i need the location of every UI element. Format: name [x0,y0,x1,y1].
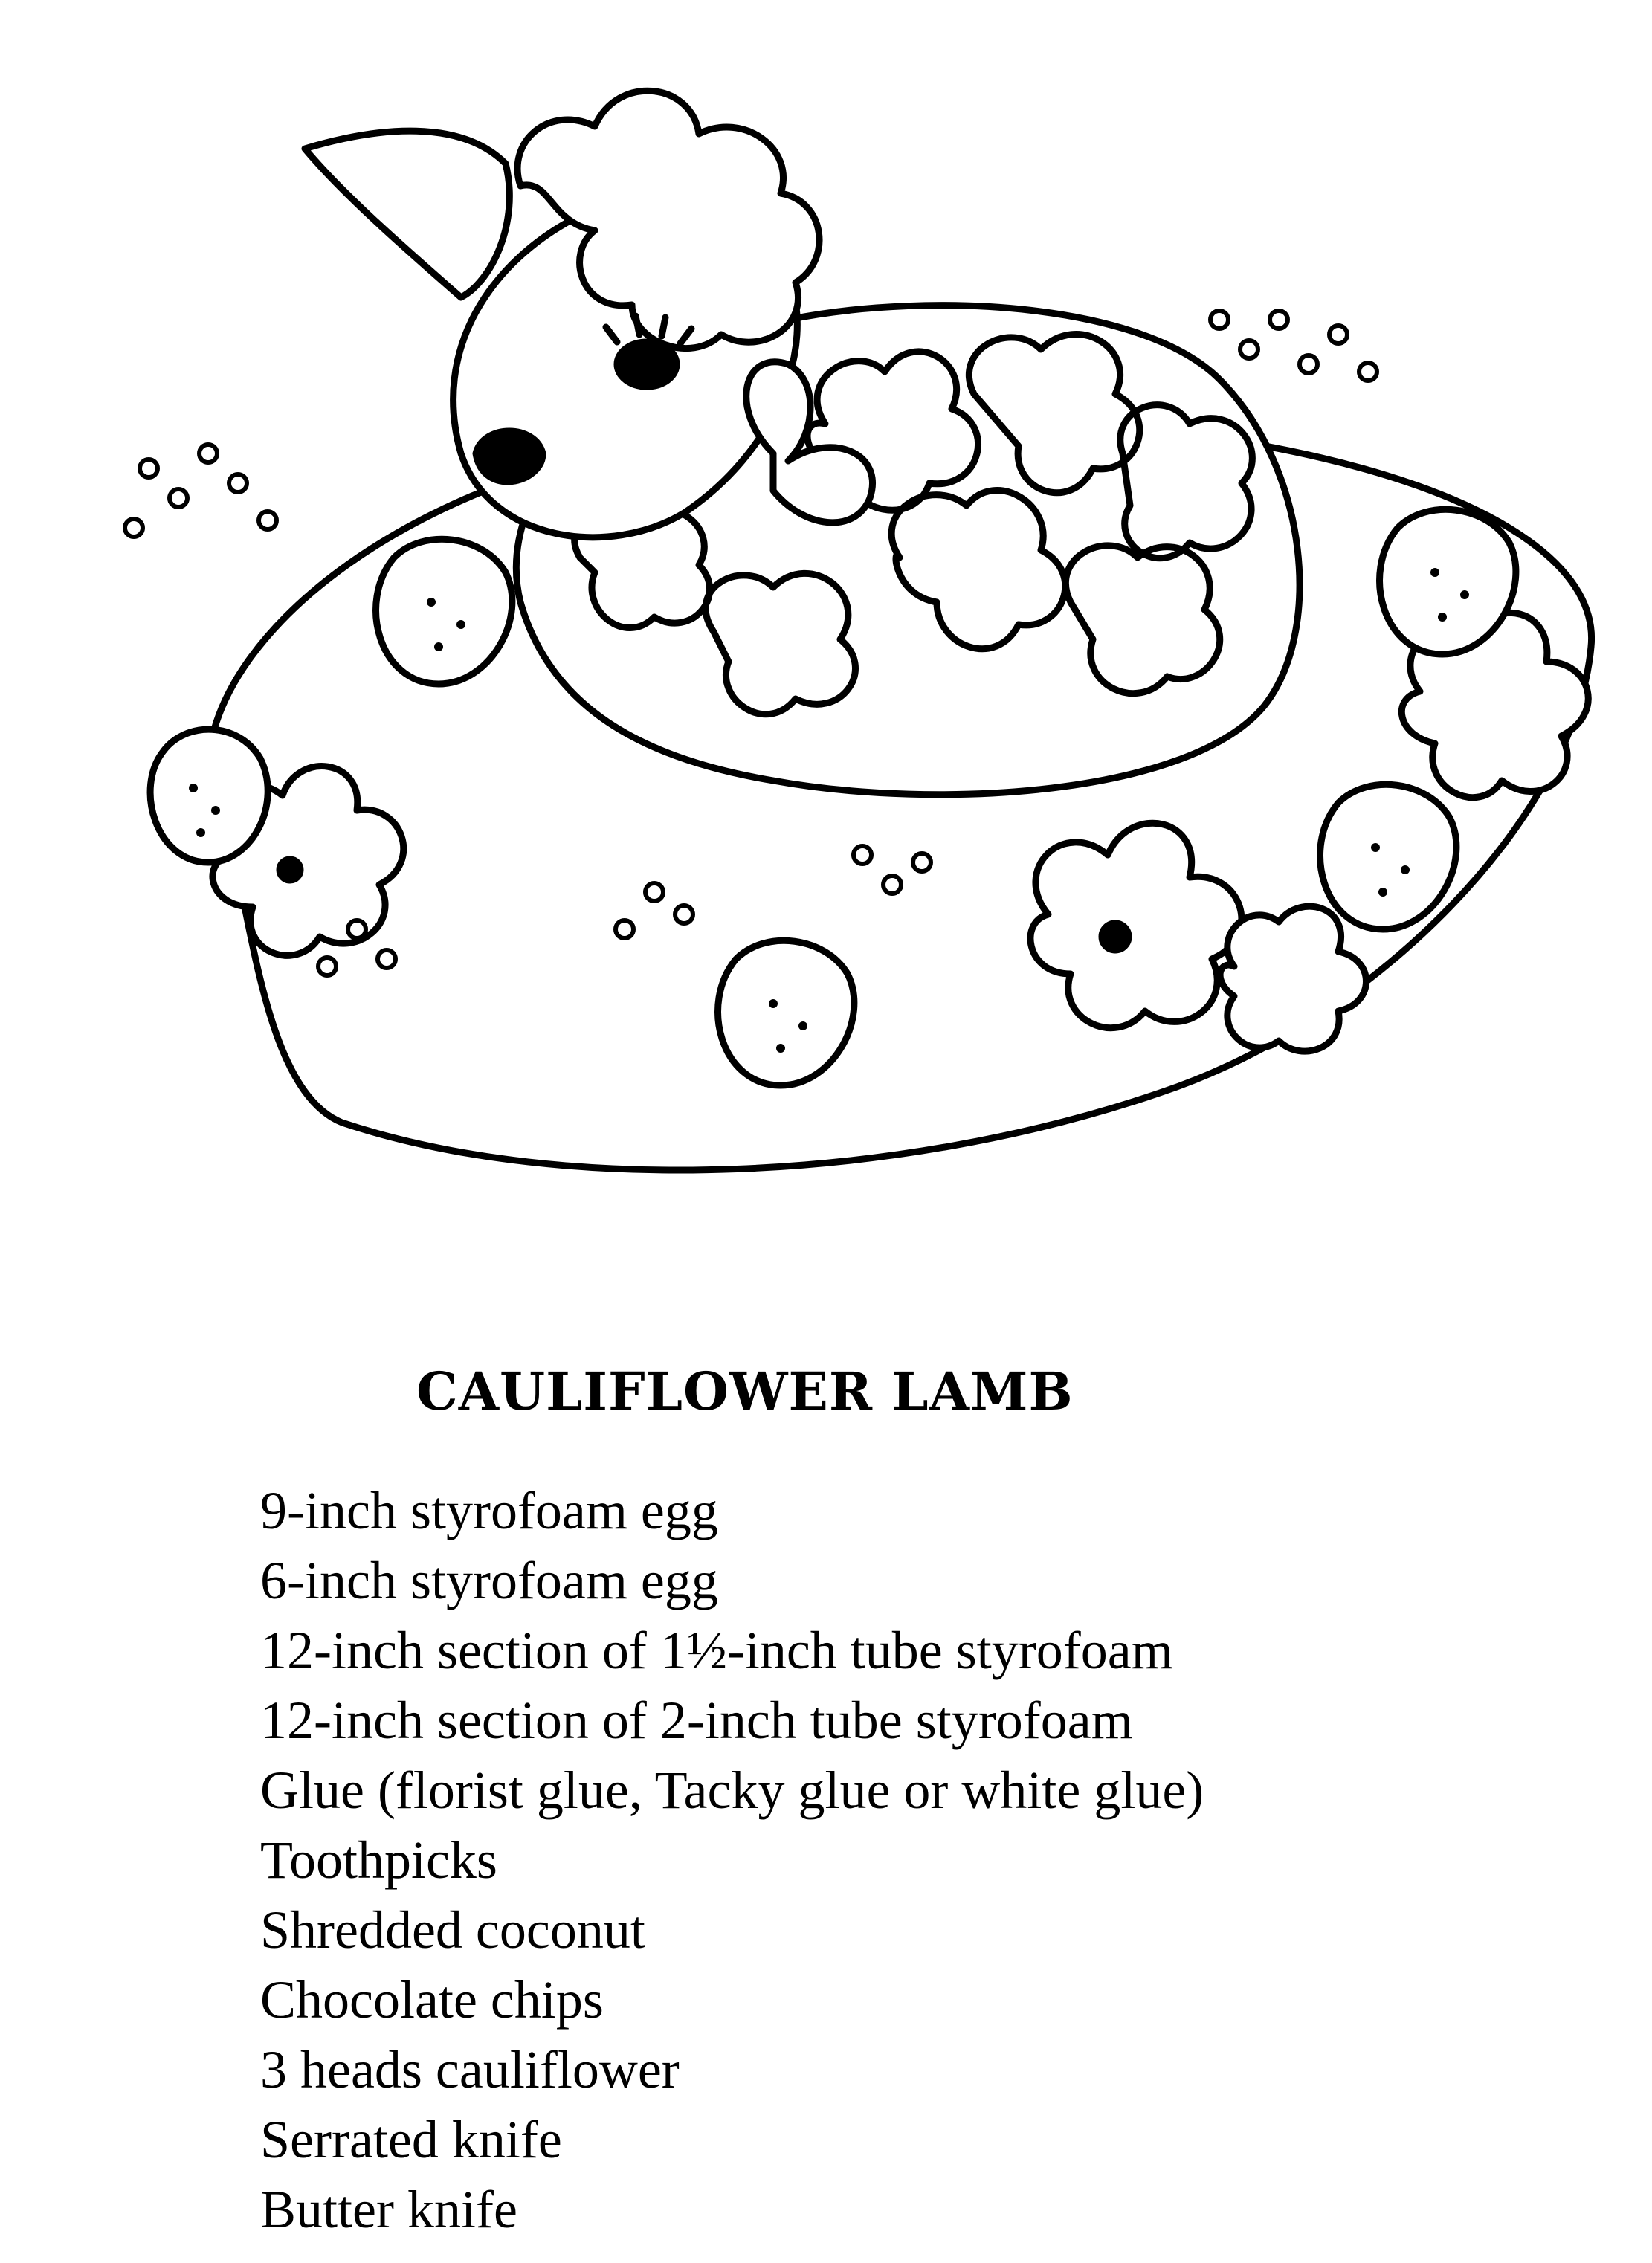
lamb-nose [476,431,543,482]
list-item: Shredded coconut [260,1900,645,1960]
list-item: Glue (florist glue, Tacky glue or white glue) [260,1760,1204,1820]
list-item: Toothpicks [260,1830,497,1890]
recipe-title: CAULIFLOWER LAMB [416,1360,1074,1422]
list-item: Butter knife [260,2180,517,2239]
materials-list [260,1476,1204,2244]
lamb-ear [305,131,509,297]
list-item: 12-inch section of 1½-inch tube styrofoam [260,1621,1173,1680]
lamb-eye [617,342,677,387]
list-item: 6-inch styrofoam egg [260,1551,718,1610]
lamb-platter-drawing [45,37,1643,1197]
list-item: 3 heads cauliflower [260,2040,680,2099]
lamb-illustration [45,37,1643,1197]
list-item: 9-inch styrofoam egg [260,1481,718,1540]
list-item: 12-inch section of 2-inch tube styrofoam [260,1691,1133,1750]
list-item: Serrated knife [260,2110,562,2169]
list-item: Chocolate chips [260,1970,604,2030]
